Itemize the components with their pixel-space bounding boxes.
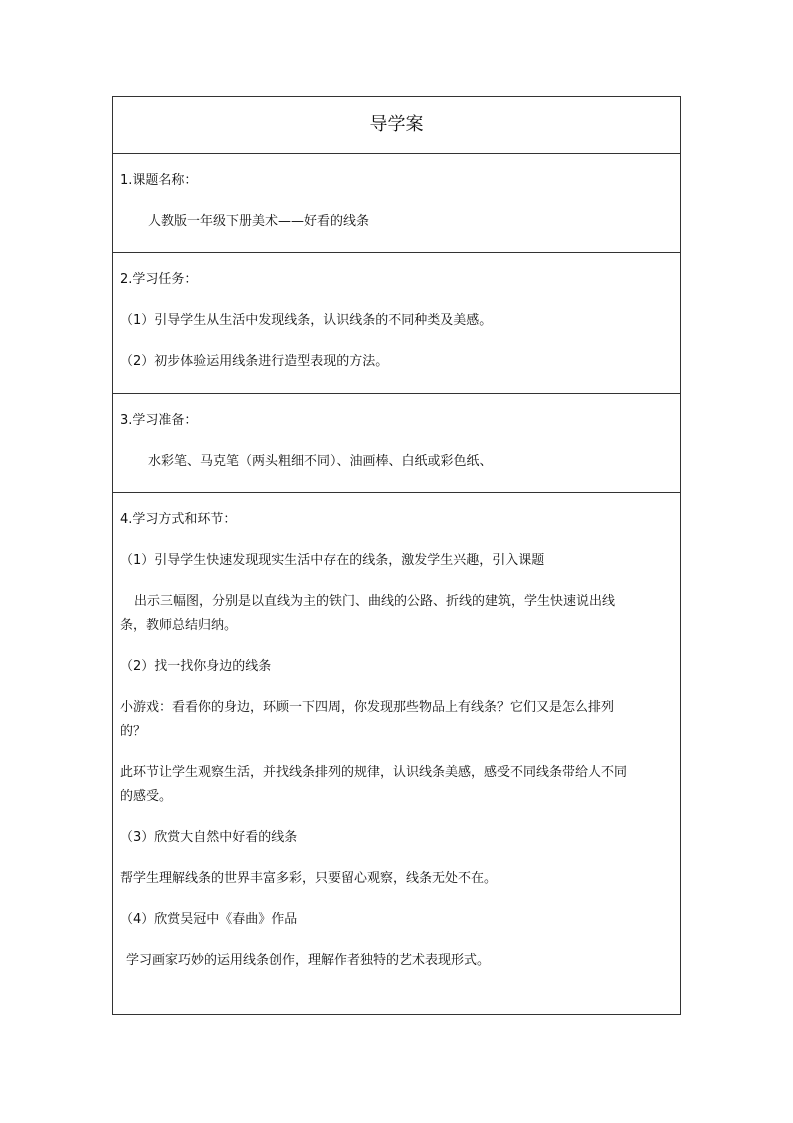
section-2-heading: 2.学习任务： [120,272,198,287]
step-1-title: （1）引导学生快速发现现实生活中存在的线条，激发学生兴趣，引入课题 [120,553,545,568]
section-preparation [113,394,681,493]
step-2-desc-line-1: 此环节让学生观察生活，并找线条排列的规律，认识线条美感，感受不同线条带给人不同 [120,765,628,780]
section-course-name [113,154,681,253]
step-3-title: （3）欣赏大自然中好看的线条 [120,830,298,845]
section-1-content: 人教版一年级下册美术——好看的线条 [148,214,370,229]
step-1-line-2: 条，教师总结归纳。 [120,618,238,633]
task-item-1: （1）引导学生从生活中发现线条，认识线条的不同种类及美感。 [120,313,493,328]
lesson-plan-table [112,96,681,1015]
step-2-desc-line-2: 的感受。 [120,789,173,804]
section-4-heading: 4.学习方式和环节： [120,512,237,527]
section-learning-tasks [113,253,681,394]
section-1-heading: 1.课题名称： [120,173,198,188]
document-title: 导学案 [369,114,424,135]
title-cell [113,97,681,154]
step-3-desc: 帮学生理解线条的世界丰富多彩，只要留心观察，线条无处不在。 [120,871,498,886]
section-methods [113,493,681,1015]
step-2-game-line-2: 的？ [120,724,147,739]
step-2-game-line-1: 小游戏：看看你的身边，环顾一下四周，你发现那些物品上有线条？它们又是怎么排列 [120,700,615,715]
section-3-content: 水彩笔、马克笔（两头粗细不同）、油画棒、白纸或彩色纸、 [148,454,493,469]
task-item-2: （2）初步体验运用线条进行造型表现的方法。 [120,354,389,369]
step-4-desc: 学习画家巧妙的运用线条创作，理解作者独特的艺术表现形式。 [126,953,491,968]
step-1-line-1: 出示三幅图，分别是以直线为主的铁门、曲线的公路、折线的建筑，学生快速说出线 [134,594,616,609]
section-3-heading: 3.学习准备： [120,413,198,428]
step-2-title: （2）找一找你身边的线条 [120,659,272,674]
step-4-title: （4）欣赏吴冠中《春曲》作品 [120,912,298,927]
